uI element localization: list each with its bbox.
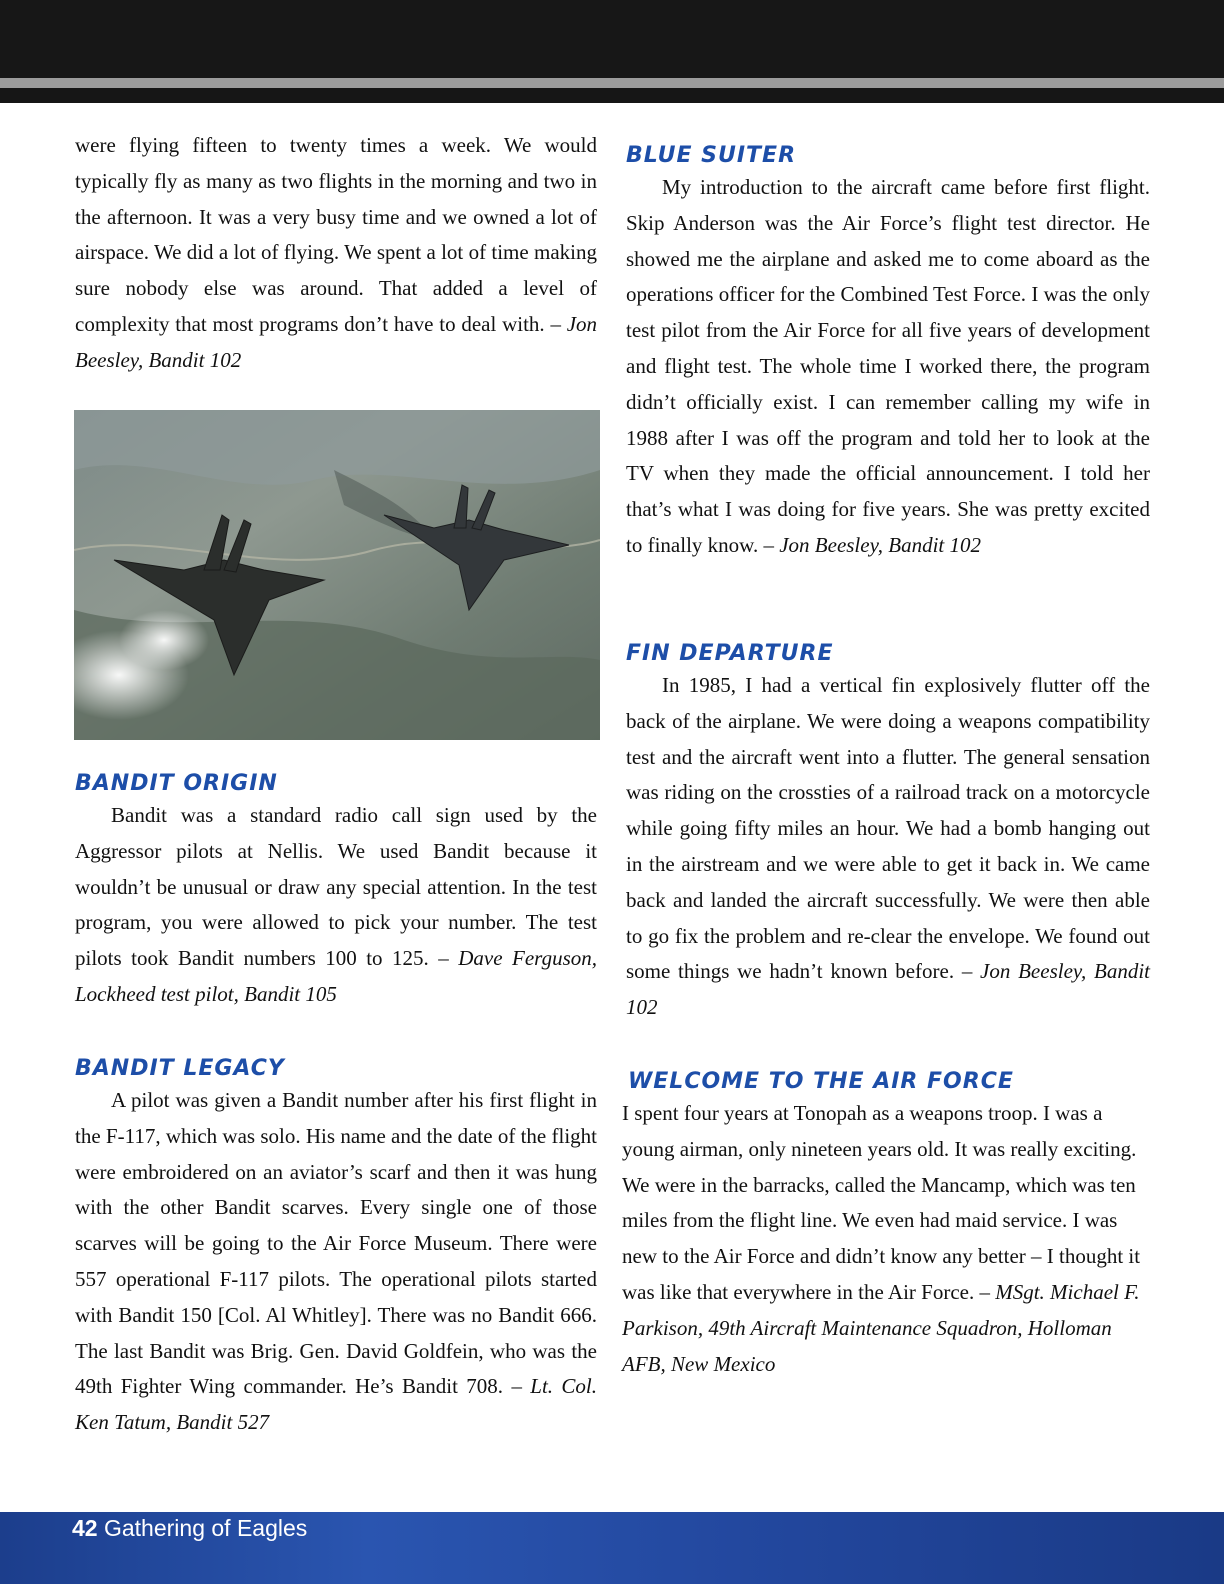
header-stripe [0,78,1224,88]
attribution: – MSgt. Michael F. Parkison, 49th Aircraft Maintenance Squadron, Holloman AFB, New Mexico [622,1279,1140,1376]
header-underbar [0,88,1224,103]
left-intro [75,128,597,379]
footer-label [72,1515,307,1542]
section-title: FIN DEPARTURE [626,641,834,666]
section-body: I spent four years at Tonopah as a weapons troop. I was a young airman, only nineteen years old. It was really exciting. We were in the barracks, called the Mancamp, which was ten miles from the flight line. We even had maid service. I was new to the Air Force and didn’t know any better – I thought it was like that everywhere in the Air Force. – MSgt. Michael F. Parkison, 49th Aircraft Maintenance Squadron, Holloman AFB, New Mexico [622,1101,1141,1376]
intro-paragraph: were flying fifteen to twenty times a week. We would typically fly as many as two flights in the morning and two in the afternoon. It was a very busy time and we owned a lot of airspace. We did a lot of flying. We spent a lot of time making sure nobody else was around. That added a level of complexity that most programs don’t have to deal with. – Jon Beesley, Bandit 102 [75,133,598,372]
section-body: A pilot was given a Bandit number after his first flight in the F-117, which was solo. His name and the date of the flight were embroidered on an aviator’s scarf and then it was hung with the other Bandit scarves. Every single one of those scarves will be going to the Air Force Museum. There were 557 operational F-117 pilots. The operational pilots started with Bandit 150 [Col. Al Whitley]. There was no Bandit 666. The last Bandit was Brig. Gen. David Goldfein, who was the 49th Fighter Wing commander. He’s Bandit 708. – Lt. Col. Ken Tatum, Bandit 527 [75,1088,598,1435]
section-bandit-origin [75,770,597,1013]
section-title: BLUE SUITER [626,143,797,168]
section-body: My introduction to the aircraft came before first flight. Skip Anderson was the Air Force’s flight test director. He showed me the airplane and asked me to come aboard as the operations officer for the Combined Test Force. I was the only test pilot from the Air Force for all five years of development and flight test. The whole time I worked there, the program didn’t officially exist. I can remember calling my wife in 1988 after I was off the program and told her to look at the TV when they made the official announcement. I told her that’s what I was doing for five years. She was pretty excited to finally know. – Jon Beesley, Bandit 102 [626,175,1150,557]
section-fin-departure [626,640,1150,1026]
section-body: In 1985, I had a vertical fin explosively flutter off the back of the airplane. We were doing a weapons compatibility test and the aircraft went into a flutter. The general sensation was riding on the crossties of a railroad track on a motorcycle while going fifty miles an hour. We had a bomb hanging out in the airstream and we were able to get it back in. We came back and landed the aircraft successfully. We were then able to go fix the problem and re-clear the envelope. We found out some things we hadn’t known before. – Jon Beesley, Bandit 102 [626,673,1151,1020]
section-bandit-legacy [75,1055,597,1441]
intro-attribution: – Jon Beesley, Bandit 102 [75,311,598,372]
publication-title: Gathering of Eagles [103,1515,308,1541]
section-blue-suiter [626,142,1150,564]
section-title: BANDIT LEGACY [75,1056,285,1081]
section-title: WELCOME TO THE AIR FORCE [628,1069,1014,1094]
attribution: – Jon Beesley, Bandit 102 [763,532,981,557]
attribution: – Lt. Col. Ken Tatum, Bandit 527 [75,1374,598,1435]
header-bar [0,0,1224,78]
section-title: BANDIT ORIGIN [75,771,278,796]
section-welcome [622,1068,1146,1382]
section-body: Bandit was a standard radio call sign used by the Aggressor pilots at Nellis. We used Bandit because it wouldn’t be unusual or draw any special attention. In the test program, you were allowed to pick your number. The test pilots took Bandit numbers 100 to 125. – Dave Ferguson, Lockheed test pilot, Bandit 105 [75,803,597,1006]
page-number: 42 [72,1515,98,1541]
attribution: – Jon Beesley, Bandit 102 [626,959,1151,1020]
stealth-aircraft-image [74,410,600,740]
f117-photo [74,410,600,740]
attribution: – Dave Ferguson, Lockheed test pilot, Bandit 105 [75,946,597,1006]
